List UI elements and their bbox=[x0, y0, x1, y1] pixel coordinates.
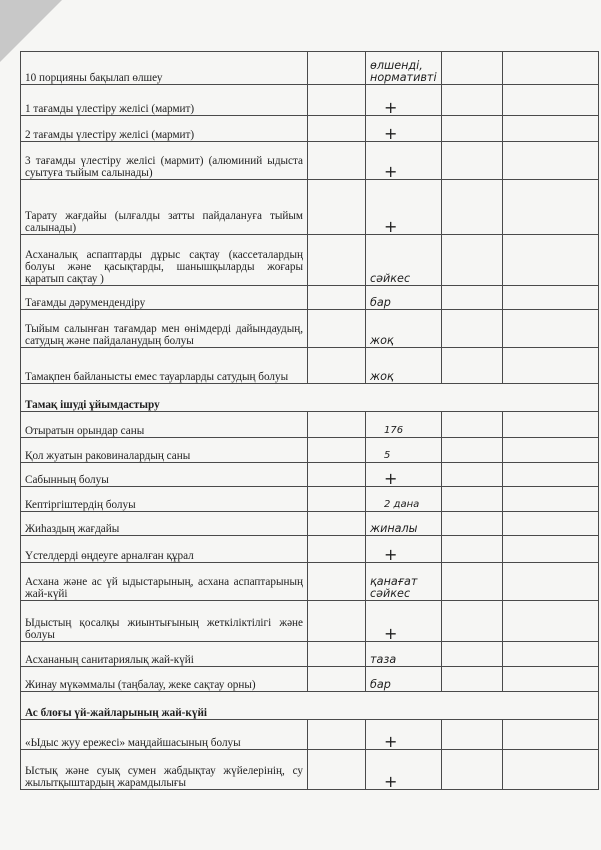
table-row bbox=[21, 750, 599, 790]
empty-cell bbox=[308, 512, 366, 536]
empty-cell bbox=[308, 463, 366, 487]
empty-cell bbox=[308, 286, 366, 310]
handwritten-mark: + bbox=[366, 720, 442, 750]
empty-cell bbox=[308, 180, 366, 235]
criterion-label: Тамақпен байланысты емес тауарларды сатудың болуы bbox=[21, 348, 308, 384]
empty-cell bbox=[503, 667, 599, 692]
empty-cell bbox=[308, 116, 366, 142]
empty-cell bbox=[442, 487, 503, 512]
handwritten-mark: өлшенді, нормативті bbox=[366, 52, 442, 85]
handwritten-mark: бар bbox=[366, 286, 442, 310]
empty-cell bbox=[503, 310, 599, 348]
empty-cell bbox=[308, 563, 366, 601]
empty-cell bbox=[308, 142, 366, 180]
empty-cell bbox=[308, 85, 366, 116]
handwritten-mark: 5 bbox=[366, 438, 442, 463]
empty-cell bbox=[308, 412, 366, 438]
empty-cell bbox=[308, 487, 366, 512]
criterion-label: 2 тағамды үлестіру желісі (мармит) bbox=[21, 116, 308, 142]
criterion-label: Тыйым салынған тағамдар мен өнімдерді дайындаудың, сатудың және пайдаланудың болуы bbox=[21, 310, 308, 348]
empty-cell bbox=[442, 536, 503, 563]
empty-cell bbox=[503, 412, 599, 438]
empty-cell bbox=[503, 463, 599, 487]
table-row bbox=[21, 642, 599, 667]
criterion-label: Сабынның болуы bbox=[21, 463, 308, 487]
empty-cell bbox=[503, 563, 599, 601]
empty-cell bbox=[308, 310, 366, 348]
empty-cell bbox=[442, 235, 503, 286]
empty-cell bbox=[308, 52, 366, 85]
criterion-label: Жиһаздың жағдайы bbox=[21, 512, 308, 536]
empty-cell bbox=[442, 180, 503, 235]
table-row bbox=[21, 720, 599, 750]
empty-cell bbox=[442, 412, 503, 438]
section-heading: Ас блоғы үй-жайларының жай-күйі bbox=[21, 692, 599, 720]
handwritten-mark: + bbox=[366, 142, 442, 180]
handwritten-mark: 2 дана bbox=[366, 487, 442, 512]
table-row bbox=[21, 116, 599, 142]
empty-cell bbox=[308, 642, 366, 667]
empty-cell bbox=[308, 536, 366, 563]
criterion-label: Тағамды дәрумендендіру bbox=[21, 286, 308, 310]
empty-cell bbox=[442, 601, 503, 642]
table-row bbox=[21, 52, 599, 85]
table-row bbox=[21, 310, 599, 348]
criterion-label: 1 тағамды үлестіру желісі (мармит) bbox=[21, 85, 308, 116]
section-row bbox=[21, 692, 599, 720]
empty-cell bbox=[442, 85, 503, 116]
section-row bbox=[21, 384, 599, 412]
table-row bbox=[21, 667, 599, 692]
handwritten-mark: жиналы bbox=[366, 512, 442, 536]
criterion-label: Үстелдерді өңдеуге арналған құрал bbox=[21, 536, 308, 563]
empty-cell bbox=[442, 512, 503, 536]
empty-cell bbox=[442, 116, 503, 142]
empty-cell bbox=[503, 642, 599, 667]
empty-cell bbox=[442, 142, 503, 180]
handwritten-mark: + bbox=[366, 601, 442, 642]
handwritten-mark: + bbox=[366, 85, 442, 116]
empty-cell bbox=[503, 750, 599, 790]
handwritten-mark: + bbox=[366, 180, 442, 235]
handwritten-mark: + bbox=[366, 116, 442, 142]
table-row bbox=[21, 235, 599, 286]
empty-cell bbox=[503, 142, 599, 180]
handwritten-mark: жоқ bbox=[366, 348, 442, 384]
handwritten-mark: жоқ bbox=[366, 310, 442, 348]
handwritten-mark: сәйкес bbox=[366, 235, 442, 286]
empty-cell bbox=[503, 487, 599, 512]
handwritten-mark: таза bbox=[366, 642, 442, 667]
empty-cell bbox=[503, 116, 599, 142]
table-row bbox=[21, 348, 599, 384]
empty-cell bbox=[308, 438, 366, 463]
criterion-label: 10 порцияны бақылап өлшеу bbox=[21, 52, 308, 85]
empty-cell bbox=[503, 180, 599, 235]
empty-cell bbox=[503, 720, 599, 750]
empty-cell bbox=[442, 310, 503, 348]
criterion-label: Асхана және ас үй ыдыстарының, асхана аспаптарының жай-күйі bbox=[21, 563, 308, 601]
empty-cell bbox=[442, 667, 503, 692]
empty-cell bbox=[503, 601, 599, 642]
inspection-table bbox=[20, 51, 599, 790]
empty-cell bbox=[442, 642, 503, 667]
table-row bbox=[21, 563, 599, 601]
empty-cell bbox=[442, 720, 503, 750]
table-row bbox=[21, 438, 599, 463]
empty-cell bbox=[308, 720, 366, 750]
table-row bbox=[21, 412, 599, 438]
table-row bbox=[21, 512, 599, 536]
table-row bbox=[21, 463, 599, 487]
empty-cell bbox=[308, 235, 366, 286]
handwritten-mark: + bbox=[366, 536, 442, 563]
empty-cell bbox=[503, 536, 599, 563]
handwritten-mark: + bbox=[366, 750, 442, 790]
table-row bbox=[21, 85, 599, 116]
criterion-label: Қол жуатын раковиналардың саны bbox=[21, 438, 308, 463]
empty-cell bbox=[442, 563, 503, 601]
criterion-label: Ыдыстың қосалқы жиынтығының жеткіліктілігі және болуы bbox=[21, 601, 308, 642]
criterion-label: Кептіргіштердің болуы bbox=[21, 487, 308, 512]
criterion-label: Ыстық және суық сумен жабдықтау жүйелерінің, су жылытқыштардың жарамдылығы bbox=[21, 750, 308, 790]
table-row bbox=[21, 180, 599, 235]
empty-cell bbox=[442, 463, 503, 487]
criterion-label: Жинау мүкәммалы (таңбалау, жеке сақтау орны) bbox=[21, 667, 308, 692]
empty-cell bbox=[503, 512, 599, 536]
empty-cell bbox=[442, 348, 503, 384]
empty-cell bbox=[442, 438, 503, 463]
empty-cell bbox=[308, 348, 366, 384]
handwritten-mark: қанағат сәйкес bbox=[366, 563, 442, 601]
criterion-label: Асханалық аспаптарды дұрыс сақтау (кассеталардың болуы және қасықтарды, шанышқыларды жоғары қаратып сақтау ) bbox=[21, 235, 308, 286]
empty-cell bbox=[503, 85, 599, 116]
table-row bbox=[21, 487, 599, 512]
empty-cell bbox=[503, 438, 599, 463]
empty-cell bbox=[503, 286, 599, 310]
table-row bbox=[21, 286, 599, 310]
criterion-label: 3 тағамды үлестіру желісі (мармит) (алюминий ыдыста суытуға тыйым салынады) bbox=[21, 142, 308, 180]
empty-cell bbox=[308, 601, 366, 642]
handwritten-mark: 176 bbox=[366, 412, 442, 438]
handwritten-mark: бар bbox=[366, 667, 442, 692]
empty-cell bbox=[442, 52, 503, 85]
empty-cell bbox=[308, 750, 366, 790]
table-row bbox=[21, 142, 599, 180]
criterion-label: Асхананың санитариялық жай-күйі bbox=[21, 642, 308, 667]
empty-cell bbox=[442, 286, 503, 310]
empty-cell bbox=[503, 348, 599, 384]
criterion-label: «Ыдыс жуу ережесі» маңдайшасының болуы bbox=[21, 720, 308, 750]
criterion-label: Тарату жағдайы (ылғалды затты пайдалануға тыйым салынады) bbox=[21, 180, 308, 235]
criterion-label: Отыратын орындар саны bbox=[21, 412, 308, 438]
section-heading: Тамақ ішуді ұйымдастыру bbox=[21, 384, 599, 412]
table-row bbox=[21, 601, 599, 642]
empty-cell bbox=[503, 52, 599, 85]
handwritten-mark: + bbox=[366, 463, 442, 487]
empty-cell bbox=[442, 750, 503, 790]
empty-cell bbox=[503, 235, 599, 286]
table-row bbox=[21, 536, 599, 563]
empty-cell bbox=[308, 667, 366, 692]
